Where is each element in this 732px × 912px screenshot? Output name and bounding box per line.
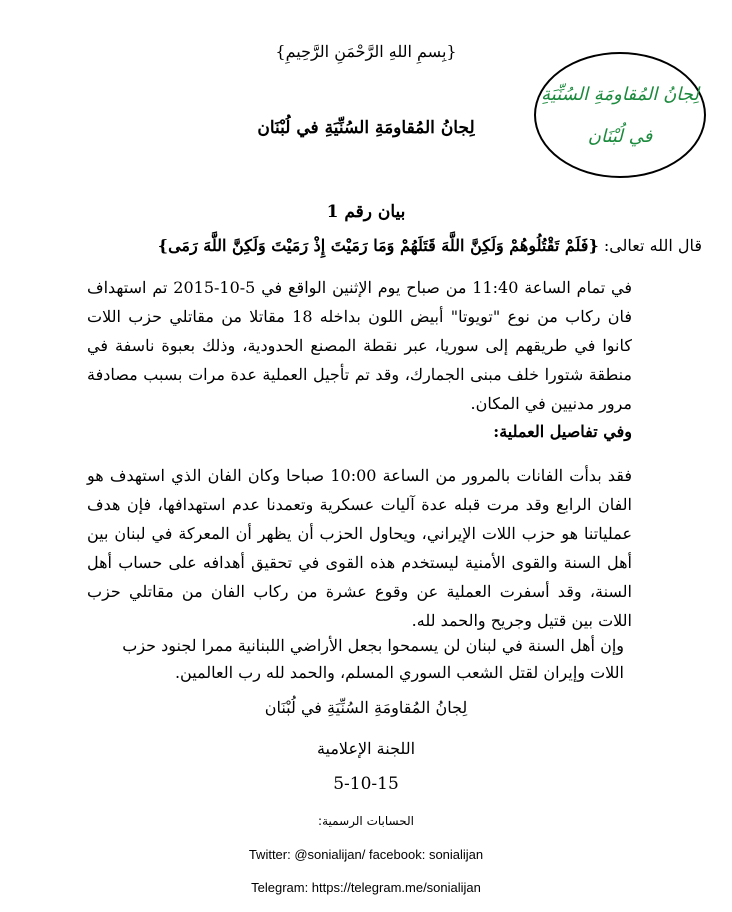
- logo-line-1: لِجانُ المُقاومَةِ السُنِّيَةِ: [541, 84, 699, 105]
- details-subheading: وفي تفاصيل العملية:: [493, 422, 632, 441]
- logo-line-2: في لُبْنَان: [587, 126, 653, 147]
- signature-org: لِجانُ المُقاومَةِ السُنِّيَةِ في لُبْنَان: [264, 698, 468, 717]
- signature-date: 5-10-15: [333, 774, 399, 794]
- signature-dept: اللجنة الإعلامية: [316, 739, 416, 758]
- paragraph-3: وإن أهل السنة في لبنان لن يسمحوا بجعل الأراضي اللبنانية ممرا لجنود حزب اللات وإيران لقتل الشعب السوري المسلم، والحمد لله رب العالمين.: [122, 636, 624, 682]
- paragraph-1: في تمام الساعة 11:40 من صباح يوم الإثنين الواقع في 5-10-2015 تم استهداف فان ركاب من نوع "تويوتا" أبيض اللون بداخله 18 مقاتلا من مقاتلي حزب اللات كانوا في طريقهم إلى سوريا، عبر نقطة المصنع الحدودية، وذلك بعبوة ناسفة في منطقة شتورا خلف مبنى الجمارك، وقد تم تأجيل العملية عدة مرات بسبب مصادفة مرور مدنيين في المكان.: [87, 278, 632, 413]
- telegram-line: Telegram: https://telegram.me/sonialijan: [251, 880, 481, 895]
- org-title: لِجانُ المُقاومَةِ السُنِّيَةِ في لُبْنَان: [257, 118, 475, 138]
- verse-intro: قال الله تعالى:: [603, 236, 702, 255]
- verse-text: {فَلَمْ تَقْتُلُوهُمْ وَلَكِنَّ اللَّهَ قَتَلَهُمْ وَمَا رَمَيْتَ إِذْ رَمَيْتَ وَلَكِنَّ اللَّهَ رَمَى}: [157, 236, 599, 255]
- basmala: {بِسمِ اللهِ الرَّحْمَنِ الرَّحِيمِ}: [275, 42, 457, 61]
- org-logo-seal: [534, 52, 706, 178]
- paragraph-2: فقد بدأت الفانات بالمرور من الساعة 10:00 صباحا وكان الفان الذي استهدف هو الفان الرابع وقد مرت قبله عدة آليات عسكرية وتعمدنا عدم استهدافها، فإن هدف عملياتنا هو حزب اللات الإيراني، ويحاول الحزب أن يظهر أن المعركة في لبنان بين أهل السنة والقوى الأمنية ليستخدم هذه القوى في تحقيق أهدافه على حساب أهل السنة، وقد أسفرت العملية عن وقوع عشرة من ركاب الفان من مقاتلي حزب اللات بين قتيل وجريح والحمد لله.: [87, 466, 632, 630]
- twitter-facebook-line: Twitter: @sonialijan/ facebook: sonialijan: [248, 847, 484, 862]
- accounts-label: الحسابات الرسمية:: [318, 814, 414, 828]
- quran-verse: [102, 236, 702, 255]
- statement-number: بيان رقم 1: [326, 202, 406, 222]
